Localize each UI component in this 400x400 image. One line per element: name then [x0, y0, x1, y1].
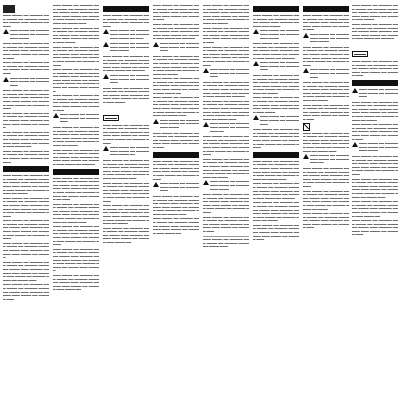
section-bar — [303, 6, 349, 12]
warning-triangle-icon — [253, 115, 259, 120]
section-bar — [253, 152, 299, 158]
section-bar — [253, 6, 299, 12]
warning-triangle-icon — [253, 61, 259, 66]
text-column-7: ▬▬▬ ▬▬▬▬ ▬▬ ▬▬▬▬▬ ▬▬▬ ▬▬▬▬ ▬▬ ▬▬▬▬▬ ▬▬▬▬ ▬▬ ▬▬▬▬ ▬▬▬ ▬▬▬▬▬ ▬▬ ▬▬▬ ▬▬▬ ▬▬▬▬ ▬▬ ▬▬▬▬▬ ▬▬▬ ▬▬▬ ▬▬▬▬ ▬▬ ▬▬▬▬▬ ▬▬▬ ▬▬▬▬ ▬▬ ▬▬▬▬▬ ▬▬▬ ▬▬▬▬ ▬▬▬ ▬▬▬▬ ▬▬ ▬▬▬▬▬ ▬▬▬ ▬▬▬▬ ▬▬ ▬▬▬▬▬ ▬▬▬▬ ▬▬ ▬▬▬▬ ▬▬▬ ▬▬▬▬▬ ▬▬ ▬▬▬ ▬▬▬ ▬▬▬▬ ▬▬ ▬▬▬▬▬ ▬▬▬ ▬▬▬▬ ▬▬ ▬▬▬▬▬ ▬▬▬▬ ▬▬▬ ▬▬▬▬ ▬▬ ▬▬▬▬▬ ▬▬▬ ▬▬▬▬ ▬▬ ▬▬▬▬▬ ▬▬▬ ▬▬▬ ▬▬▬▬ ▬▬ ▬▬▬▬▬ ▬▬▬ ▬▬▬▬ ▬▬ ▬▬▬▬▬ ▬▬▬▬ ▬▬ ▬▬▬▬ ▬▬▬ ▬▬▬▬▬ ▬▬ ▬▬▬ ▬▬▬ ▬▬▬▬ ▬▬ ▬▬▬▬▬ ▬▬▬ ▬▬▬▬ ▬▬ ▬▬▬▬▬ ▬▬▬▬ ▬▬ ▬▬▬▬ ▬▬▬ ▬▬▬▬ ▬▬ ▬▬▬▬▬ ▬▬▬ ▬▬▬▬ ▬▬ ▬▬▬▬▬ ▬▬▬▬ ▬▬ ▬▬▬▬ ▬▬▬ ▬▬▬▬▬ ▬▬ ▬▬▬ ▬▬▬ ▬▬▬▬ ▬▬ ▬▬▬▬▬ ▬▬▬ ▬▬▬ ▬▬▬▬ ▬▬ ▬▬▬▬▬ ▬▬▬ ▬▬▬▬ ▬▬ ▬▬▬▬▬ ▬▬▬▬ ▬▬ ▬▬▬▬ ▬▬▬ ▬▬▬▬▬ ▬▬ ▬▬▬ ▬▬▬ ▬▬▬▬ ▬▬ ▬▬▬▬▬ ▬▬▬ ▬▬▬▬ ▬▬ ▬▬▬▬▬ ▬▬▬▬ ▬▬ ▬▬▬▬ ▬▬▬ ▬▬▬ ▬▬▬▬ ▬▬ ▬▬▬▬▬ ▬▬▬ ▬▬▬▬ ▬▬ ▬▬▬▬▬ ▬▬▬ ▬▬ ▬▬▬ ▬▬▬▬ ▬▬ ▬▬▬▬▬ ▬▬▬ ▬▬▬▬ ▬▬ ▬▬▬▬▬ ▬▬▬▬ ▬▬ ▬▬▬▬ ▬▬▬ ▬▬▬▬▬ ▬▬ ▬▬▬ ▬▬▬ ▬▬▬▬ ▬▬ ▬▬▬▬▬ ▬▬▬ ▬▬▬▬ ▬▬ ▬▬▬▬▬ ▬▬▬▬ ▬▬▬ ▬▬▬▬ ▬▬ ▬▬▬▬▬ ▬▬▬ ▬▬▬▬ ▬▬ ▬▬▬▬▬ ▬▬▬▬ ▬▬ ▬▬▬▬ ▬▬▬ ▬▬▬▬▬ ▬▬ ▬▬▬ ▬▬▬ ▬▬▬▬ ▬▬ ▬▬▬▬▬ ▬▬▬ ▬▬▬▬ ▬▬ ▬▬▬▬▬ ▬▬▬▬ ▬▬ ▬▬▬▬ ▬▬▬ ▬▬▬▬ ▬▬ ▬▬▬▬▬ ▬▬▬ ▬▬▬▬ ▬▬ ▬▬▬▬▬ ▬▬▬▬ ▬▬ ▬▬▬▬ ▬▬▬ ▬▬▬▬▬ ▬▬ ▬▬▬ ▬▬▬ ▬▬▬▬ ▬▬ ▬▬▬▬▬ ▬▬▬ — [303, 4, 349, 396]
section-bar — [3, 166, 49, 172]
text-column-4: ▬▬▬ ▬▬▬▬ ▬▬ ▬▬▬▬▬ ▬▬▬ ▬▬▬▬ ▬▬ ▬▬▬▬▬ ▬▬▬▬ ▬▬ ▬▬▬▬ ▬▬▬ ▬▬▬▬▬ ▬▬ ▬▬▬ ▬▬▬ ▬▬▬▬ ▬▬ ▬▬▬▬▬ ▬▬▬ ▬▬▬ ▬▬▬▬ ▬▬ ▬▬▬▬▬ ▬▬▬ ▬▬▬▬ ▬▬ ▬▬▬▬▬ ▬▬▬▬ ▬▬ ▬▬▬▬ ▬▬▬ ▬▬▬▬▬ ▬▬ ▬▬▬ ▬▬▬ ▬▬▬▬ ▬▬ ▬▬▬▬▬ ▬▬▬ ▬▬▬▬ ▬▬ ▬▬▬▬▬ ▬▬▬ ▬▬▬▬ ▬▬ ▬▬▬▬▬ ▬▬▬ ▬▬▬▬ ▬▬ ▬▬▬▬▬ ▬▬▬ ▬▬▬ ▬▬▬▬ ▬▬ ▬▬▬▬▬ ▬▬▬ ▬▬▬▬ ▬▬ ▬▬▬▬▬ ▬▬▬▬ ▬▬ ▬▬▬▬ ▬▬▬ ▬▬▬▬▬ ▬▬ ▬▬▬ ▬▬▬ ▬▬▬▬ ▬▬ ▬▬▬▬▬ ▬▬▬ ▬▬▬▬ ▬▬ ▬▬▬▬▬ ▬▬▬▬ ▬▬ ▬▬▬▬ ▬▬▬ ▬▬▬▬ ▬▬ ▬▬▬▬▬ ▬▬▬ ▬▬▬▬ ▬▬ ▬▬▬▬▬ ▬▬▬▬ ▬▬ ▬▬▬▬ ▬▬▬ ▬▬▬▬▬ ▬▬ ▬▬▬ ▬▬▬ ▬▬▬▬ ▬▬ ▬▬▬▬▬ ▬▬▬ ▬▬▬▬ ▬▬ ▬▬▬ ▬▬▬▬ ▬▬ ▬▬▬▬▬ ▬▬▬ ▬▬▬▬ ▬▬ ▬▬▬▬▬ ▬▬▬▬ ▬▬ ▬▬▬▬ ▬▬▬ ▬▬▬▬▬ ▬▬ ▬▬▬ ▬▬▬ ▬▬▬▬ ▬▬ ▬▬▬▬▬ ▬▬▬ ▬▬▬▬ ▬▬ ▬▬▬▬▬ ▬▬▬▬ ▬▬ ▬▬▬▬ ▬▬▬ ▬▬▬ ▬▬▬▬ ▬▬ ▬▬▬▬▬ ▬▬▬ ▬▬▬▬ ▬▬ ▬▬▬▬▬ ▬▬▬ ▬▬▬▬ ▬▬▬ ▬▬▬▬ ▬▬ ▬▬▬▬▬ ▬▬▬ ▬▬▬▬ ▬▬ ▬▬▬▬▬ ▬▬▬▬ ▬▬ ▬▬▬▬ ▬▬▬ ▬▬▬▬▬ ▬▬ ▬▬▬ ▬▬▬ ▬▬▬▬ ▬▬ ▬▬▬▬▬ ▬▬▬ ▬▬▬ ▬▬▬▬ ▬▬ ▬▬▬▬▬ ▬▬▬ ▬▬▬▬ ▬▬ ▬▬▬▬▬ ▬▬▬▬ ▬▬ ▬▬▬▬ ▬▬▬ ▬▬▬▬▬ ▬▬ ▬▬▬ ▬▬▬ ▬▬▬▬ ▬▬ ▬▬▬▬▬ ▬▬▬ ▬▬▬▬ ▬▬ ▬▬▬▬▬ ▬▬▬▬ ▬▬▬ ▬▬▬▬ ▬▬ ▬▬▬▬▬ ▬▬▬ ▬▬▬▬ ▬▬ ▬▬▬▬▬ ▬▬▬ ▬▬▬ ▬▬▬▬ ▬▬ ▬▬▬▬▬ ▬▬▬ ▬▬▬▬ ▬▬ ▬▬▬▬▬ ▬▬▬▬ ▬▬ ▬▬▬▬ ▬▬▬ ▬▬▬▬▬ ▬▬ ▬▬▬ ▬▬▬ ▬▬▬▬ ▬▬ ▬▬▬▬▬ ▬▬▬ ▬▬▬▬ ▬▬ ▬▬▬▬▬ ▬▬▬▬ ▬▬ ▬▬▬▬ ▬▬▬ ▬▬▬ ▬▬▬▬ ▬▬ ▬▬▬▬▬ ▬▬▬ ▬▬▬▬ ▬▬ ▬▬▬▬▬ ▬▬▬▬ ▬▬ ▬▬▬▬ ▬▬▬ ▬▬▬▬▬ ▬▬ ▬▬▬ ▬▬▬ ▬▬▬▬ ▬▬ ▬▬▬▬▬ ▬▬▬ ▬▬▬▬ ▬▬ — [153, 4, 199, 235]
warning-triangle-icon — [203, 68, 209, 73]
brand-logo — [3, 5, 15, 13]
warning-triangle-icon — [103, 29, 109, 34]
body-text: ▬▬▬ ▬▬▬▬ ▬▬ ▬▬▬▬▬ ▬▬▬ ▬▬▬▬ ▬▬ ▬▬▬▬▬ ▬▬▬▬ ▬▬ ▬▬▬▬ ▬▬▬ ▬▬▬▬▬ ▬▬ ▬▬▬ — [3, 14, 49, 28]
divider — [203, 236, 249, 237]
warning-triangle-icon — [103, 146, 109, 151]
section-bar — [352, 80, 398, 86]
text-column-1: ▬▬▬ ▬▬▬▬ ▬▬ ▬▬▬▬▬ ▬▬▬ ▬▬▬▬ ▬▬ ▬▬▬▬▬ ▬▬▬▬ ▬▬ ▬▬▬▬ ▬▬▬ ▬▬▬▬▬ ▬▬ ▬▬▬ ▬▬▬ ▬▬▬▬ ▬▬ ▬▬▬▬▬ ▬▬▬ ▬▬▬▬ ▬▬ ▬▬▬▬▬ ▬▬▬ ▬▬▬▬ ▬▬▬ ▬▬▬▬ ▬▬ ▬▬▬▬▬ ▬▬▬ ▬▬▬▬ ▬▬ ▬▬▬▬▬ ▬▬▬▬ ▬▬ ▬▬▬▬ ▬▬▬ ▬▬▬▬▬ ▬▬ ▬▬▬ ▬▬▬ ▬▬▬▬ ▬▬ ▬▬▬▬▬ ▬▬▬ ▬▬▬ ▬▬▬▬ ▬▬ ▬▬▬▬▬ ▬▬▬ ▬▬▬▬ ▬▬ ▬▬▬▬▬ ▬▬▬▬ ▬▬ ▬▬▬▬ ▬▬▬ ▬▬▬▬▬ ▬▬ ▬▬▬ ▬▬▬ ▬▬▬▬ ▬▬ ▬▬▬▬▬ ▬▬▬ ▬▬▬▬ ▬▬ ▬▬▬▬▬ ▬▬▬ ▬▬▬ ▬▬▬▬ ▬▬ ▬▬▬▬▬ ▬▬▬ ▬▬▬▬ ▬▬ ▬▬▬▬▬ ▬▬▬▬ ▬▬ ▬▬▬▬ ▬▬▬ ▬▬▬▬▬ ▬▬ ▬▬▬ ▬▬▬ ▬▬▬▬ ▬▬ ▬▬▬▬▬ ▬▬▬ ▬▬▬▬ ▬▬ ▬▬▬▬▬ ▬▬▬▬ ▬▬▬ ▬▬▬▬ ▬▬ ▬▬▬▬▬ ▬▬▬ ▬▬▬▬ ▬▬ ▬▬▬▬▬ ▬▬▬▬ ▬▬ ▬▬▬▬ ▬▬▬ ▬▬▬▬▬ ▬▬ ▬▬▬ ▬▬▬ ▬▬▬▬ ▬▬ ▬▬▬▬▬ ▬▬▬ ▬▬▬▬ ▬▬ ▬▬▬▬▬ ▬▬▬ ▬▬▬▬ ▬▬ ▬▬▬▬▬ ▬▬▬▬ ▬▬ ▬▬▬▬ ▬▬▬ ▬▬▬▬▬ ▬▬ ▬▬▬ ▬▬▬ ▬▬▬▬ ▬▬ ▬▬▬▬▬ ▬▬▬ ▬▬▬▬ ▬▬ ▬▬▬ ▬▬▬▬ ▬▬ ▬▬▬▬▬ ▬▬▬ ▬▬▬▬ ▬▬ ▬▬▬▬▬ ▬▬▬▬ ▬▬ ▬▬▬▬ ▬▬▬ ▬▬▬▬▬ ▬▬ ▬▬▬ ▬▬▬ ▬▬▬▬ ▬▬ ▬▬▬▬▬ ▬▬▬ ▬▬▬▬ ▬▬ ▬▬▬▬▬ ▬▬▬▬ ▬▬ ▬▬▬▬ ▬▬▬ ▬▬▬▬▬ ▬▬ ▬▬▬ ▬▬▬ ▬▬▬▬ ▬▬ ▬▬▬▬▬ ▬▬▬ ▬▬▬▬ ▬▬ ▬▬▬▬▬ ▬▬▬▬ ▬▬ ▬▬▬▬ ▬▬▬ ▬▬▬▬ ▬▬ ▬▬▬▬▬ ▬▬▬ ▬▬▬▬ ▬▬ ▬▬▬▬▬ ▬▬▬▬ ▬▬ ▬▬▬▬ ▬▬▬ ▬▬▬▬▬ ▬▬ ▬▬▬ ▬▬▬ ▬▬▬▬ ▬▬ ▬▬▬▬▬ ▬▬▬ ▬▬▬▬ ▬▬ ▬▬▬▬▬ ▬▬▬▬ ▬▬▬ ▬▬▬▬ ▬▬ ▬▬▬▬▬ ▬▬▬ ▬▬▬▬ ▬▬ ▬▬▬▬▬ ▬▬▬▬ ▬▬ ▬▬▬▬ ▬▬▬ ▬▬▬▬▬ ▬▬ ▬▬▬ ▬▬▬ ▬▬▬▬ ▬▬ ▬▬▬▬▬ ▬▬▬ ▬▬▬▬ ▬▬ ▬▬▬▬▬ ▬▬▬▬ ▬▬▬ ▬▬▬▬ ▬▬ ▬▬▬▬▬ ▬▬▬ ▬▬▬▬ ▬▬ ▬▬▬▬▬ ▬▬▬▬ ▬▬ ▬▬▬▬ ▬▬▬ ▬▬▬▬▬ ▬▬ ▬▬▬ ▬▬▬ ▬▬▬▬ ▬▬ ▬▬▬▬▬ ▬▬▬ ▬▬▬▬ ▬▬ ▬▬▬▬▬ ▬▬▬ ▬▬▬▬ ▬▬ ▬▬▬▬▬ ▬▬▬▬ ▬▬ ▬▬▬▬ ▬▬▬ ▬▬▬▬▬ ▬▬ ▬▬▬ ▬▬▬ ▬▬▬▬ ▬▬ ▬▬▬▬▬ ▬▬▬ ▬▬▬▬ ▬▬ ▬▬▬▬▬ ▬▬▬▬ ▬▬ ▬▬▬▬ ▬▬▬ ▬▬▬ ▬▬▬▬ ▬▬ ▬▬▬▬▬ ▬▬▬ ▬▬▬▬ ▬▬ ▬▬▬▬▬ ▬▬▬▬ ▬▬ ▬▬▬▬ ▬▬▬ ▬▬▬▬▬ ▬▬ ▬▬▬ ▬▬▬ ▬▬▬▬ ▬▬ ▬▬▬▬▬ ▬▬▬ — [3, 4, 49, 396]
warning-triangle-icon — [253, 29, 259, 34]
warning-triangle-icon — [352, 142, 358, 147]
warning-triangle-icon — [203, 122, 209, 127]
framed-label: ▬▬▬▬ — [105, 115, 117, 120]
warning-triangle-icon — [303, 68, 309, 73]
section-bar — [53, 169, 99, 175]
warning-block: ▬▬▬ ▬▬▬▬ ▬▬ ▬▬▬▬▬ ▬▬▬ ▬▬▬▬ ▬▬ ▬▬▬▬▬ ▬▬▬ ▬▬▬▬ — [3, 29, 49, 41]
warning-triangle-icon — [53, 113, 59, 118]
text-column-5: ▬▬▬ ▬▬▬▬ ▬▬ ▬▬▬▬▬ ▬▬▬ ▬▬▬▬ ▬▬ ▬▬▬▬▬ ▬▬▬▬ ▬▬ ▬▬▬▬ ▬▬▬ ▬▬▬▬▬ ▬▬ ▬▬▬ ▬▬▬ ▬▬▬▬ ▬▬ ▬▬▬▬▬ ▬▬▬ ▬▬▬▬ ▬▬ ▬▬▬▬▬ ▬▬▬▬ ▬▬ ▬▬▬▬ ▬▬▬ ▬▬▬▬ ▬▬ ▬▬▬▬▬ ▬▬▬ ▬▬▬▬ ▬▬ ▬▬▬▬▬ ▬▬▬▬ ▬▬ ▬▬▬▬ ▬▬▬ ▬▬▬▬▬ ▬▬ ▬▬▬ ▬▬▬ ▬▬▬▬ ▬▬ ▬▬▬▬▬ ▬▬▬ ▬▬▬ ▬▬▬▬ ▬▬ ▬▬▬▬▬ ▬▬▬ ▬▬▬▬ ▬▬ ▬▬▬▬▬ ▬▬▬▬ ▬▬ ▬▬▬▬ ▬▬▬ ▬▬▬▬▬ ▬▬ ▬▬▬ ▬▬▬ ▬▬▬▬ ▬▬ ▬▬▬▬▬ ▬▬▬ ▬▬▬▬ ▬▬ ▬▬▬▬▬ ▬▬▬▬ ▬▬▬ ▬▬▬▬ ▬▬ ▬▬▬▬▬ ▬▬▬ ▬▬▬▬ ▬▬ ▬▬▬▬▬ ▬▬▬ ▬▬▬ ▬▬▬▬ ▬▬ ▬▬▬▬▬ ▬▬▬ ▬▬▬▬ ▬▬ ▬▬▬▬▬ ▬▬▬▬ ▬▬ ▬▬▬▬ ▬▬▬ ▬▬▬▬▬ ▬▬ ▬▬▬ ▬▬▬ ▬▬▬▬ ▬▬ ▬▬▬▬▬ ▬▬▬ ▬▬▬▬ ▬▬ ▬▬▬▬▬ ▬▬▬ ▬▬▬▬ ▬▬ ▬▬▬▬▬ ▬▬▬ ▬▬▬▬ ▬▬ ▬▬▬▬▬ ▬▬▬▬ ▬▬ ▬▬▬▬ ▬▬▬ ▬▬▬▬▬ ▬▬ ▬▬▬ ▬▬▬ ▬▬▬▬ ▬▬ ▬▬▬▬▬ ▬▬▬ ▬▬▬▬ ▬▬ ▬▬▬▬▬ ▬▬▬▬ ▬▬ ▬▬▬▬ ▬▬▬ ▬▬▬ ▬▬▬▬ ▬▬ ▬▬▬▬▬ ▬▬▬ ▬▬▬▬ ▬▬ ▬▬▬▬▬ ▬▬▬ ▬▬ ▬▬▬ ▬▬▬▬ ▬▬ ▬▬▬▬▬ ▬▬▬ ▬▬▬▬ ▬▬ ▬▬▬▬▬ ▬▬▬▬ ▬▬ ▬▬▬▬ ▬▬▬ ▬▬▬▬▬ ▬▬ ▬▬▬ ▬▬▬ ▬▬▬▬ ▬▬ ▬▬▬▬▬ ▬▬▬ ▬▬▬▬ ▬▬ ▬▬▬▬▬ ▬▬▬▬ ▬▬▬ ▬▬▬▬ ▬▬ ▬▬▬▬▬ ▬▬▬ ▬▬▬▬ ▬▬ ▬▬▬▬▬ ▬▬▬▬ ▬▬ ▬▬▬▬ ▬▬▬ ▬▬▬▬▬ ▬▬ ▬▬▬ ▬▬▬ ▬▬▬▬ ▬▬ ▬▬▬▬▬ ▬▬▬ ▬▬▬▬ ▬▬ ▬▬▬▬▬ ▬▬▬▬ ▬▬ ▬▬▬▬ ▬▬▬ ▬▬▬▬ ▬▬ ▬▬▬▬▬ ▬▬▬ ▬▬▬▬ ▬▬ ▬▬▬▬▬ ▬▬▬ ▬▬▬▬ ▬▬▬ ▬▬▬▬ ▬▬ ▬▬▬▬▬ ▬▬▬ ▬▬▬▬ ▬▬ ▬▬▬▬▬ ▬▬▬▬ ▬▬ ▬▬▬▬ ▬▬▬ ▬▬▬▬▬ ▬▬ ▬▬▬ ▬▬▬ ▬▬▬▬ ▬▬ ▬▬▬▬▬ ▬▬▬ ▬▬▬▬ ▬▬ ▬▬▬▬▬ ▬▬▬▬ ▬▬▬ ▬▬▬▬ ▬▬ ▬▬▬▬▬ ▬▬▬ ▬▬▬▬ ▬▬ ▬▬▬▬▬ ▬▬▬▬ ▬▬ ▬▬▬▬ ▬▬▬ ▬▬▬▬▬ ▬▬ ▬▬▬ ▬▬▬ ▬▬▬▬ ▬▬ ▬▬▬▬▬ ▬▬▬ ▬▬▬ ▬▬▬▬ ▬▬ ▬▬▬▬▬ ▬▬▬ ▬▬▬▬ ▬▬ ▬▬▬▬▬ ▬▬▬▬ ▬▬ ▬▬▬▬ ▬▬▬ — [203, 4, 249, 249]
text-column-3: ▬▬▬ ▬▬▬▬ ▬▬ ▬▬▬▬▬ ▬▬▬ ▬▬▬▬ ▬▬ ▬▬▬▬▬ ▬▬▬▬ ▬▬ ▬▬▬▬ ▬▬▬ ▬▬▬▬▬ ▬▬ ▬▬▬ ▬▬▬ ▬▬▬▬ ▬▬ ▬▬▬▬▬ ▬▬▬ ▬▬▬▬ ▬▬ ▬▬▬▬▬ ▬▬▬ ▬▬▬▬ ▬▬ ▬▬▬ ▬▬▬ ▬▬▬▬ ▬▬ ▬▬▬▬▬ ▬▬▬ ▬▬▬▬ ▬▬ ▬▬▬▬▬ ▬▬▬ ▬▬▬▬ ▬▬▬ ▬▬▬▬ ▬▬ ▬▬▬▬▬ ▬▬▬ ▬▬▬▬ ▬▬ ▬▬▬▬▬ ▬▬▬▬ ▬▬ ▬▬▬▬ ▬▬▬ ▬▬▬▬▬ ▬▬ ▬▬▬ ▬▬▬ ▬▬▬▬ ▬▬ ▬▬▬▬▬ ▬▬▬ ▬▬▬▬ ▬▬ ▬▬▬▬▬ ▬▬▬ ▬▬▬▬ ▬▬ ▬▬▬▬▬ ▬▬▬ ▬▬▬▬ ▬▬ ▬▬▬▬▬ ▬▬▬ ▬▬▬ ▬▬▬▬ ▬▬ ▬▬▬▬▬ ▬▬▬ ▬▬▬▬ ▬▬ ▬▬▬▬▬ ▬▬▬▬ ▬▬ ▬▬▬▬ ▬▬▬ ▬▬▬▬▬ ▬▬ ▬▬▬ ▬▬▬ ▬▬▬▬ ▬▬ ▬▬▬▬▬ ▬▬▬ ▬▬▬▬ ▬▬▬▬ ▬▬▬ ▬▬▬▬ ▬▬ ▬▬▬▬▬ ▬▬▬ ▬▬▬▬ ▬▬ ▬▬▬▬▬ ▬▬▬▬ ▬▬ ▬▬▬▬ ▬▬▬ ▬▬▬▬▬ ▬▬ ▬▬▬ ▬▬▬ ▬▬▬▬ ▬▬ ▬▬▬▬▬ ▬▬▬ ▬▬▬▬ ▬▬ ▬▬▬▬▬ ▬▬▬▬ ▬▬▬ ▬▬▬▬ ▬▬ ▬▬▬▬▬ ▬▬▬ ▬▬▬▬ ▬▬ ▬▬▬▬▬ ▬▬▬ ▬▬▬▬ ▬▬ ▬▬▬ ▬▬▬▬ ▬▬ ▬▬▬▬▬ ▬▬▬ ▬▬▬▬ ▬▬ ▬▬▬▬▬ ▬▬▬▬ ▬▬ ▬▬▬▬ ▬▬▬ ▬▬▬▬▬ ▬▬ ▬▬▬ ▬▬▬ ▬▬▬▬ ▬▬ ▬▬▬▬▬ ▬▬▬ ▬▬▬▬ ▬▬ ▬▬▬▬▬ ▬▬▬▬ ▬▬ ▬▬▬▬ ▬▬▬ ▬▬▬ ▬▬▬▬ ▬▬ ▬▬▬▬▬ ▬▬▬ ▬▬▬▬ ▬▬ ▬▬▬▬▬ ▬▬▬▬ ▬▬ ▬▬▬▬ ▬▬▬ ▬▬▬▬▬ ▬▬ ▬▬▬ ▬▬▬ ▬▬▬▬ ▬▬ ▬▬▬▬▬ ▬▬▬ ▬▬▬▬ ▬▬ ▬▬▬▬▬ ▬▬▬▬ ▬▬▬ ▬▬▬▬ ▬▬ ▬▬▬▬▬ ▬▬▬ ▬▬▬▬ ▬▬ ▬▬▬▬▬ ▬▬▬▬ ▬▬ ▬▬▬▬ ▬▬▬ ▬▬▬▬▬ ▬▬ ▬▬▬ ▬▬▬ ▬▬▬▬ ▬▬ ▬▬▬▬▬ ▬▬▬ ▬▬▬▬ ▬▬ ▬▬▬▬▬ ▬▬▬▬ ▬▬ ▬▬▬▬ ▬▬▬ ▬▬▬▬ ▬▬ ▬▬▬▬▬ ▬▬▬ ▬▬▬▬ ▬▬ ▬▬▬▬▬ ▬▬▬▬ ▬▬ ▬▬▬▬ ▬▬▬ ▬▬▬▬▬ ▬▬ ▬▬▬ ▬▬▬ ▬▬▬▬ ▬▬ ▬▬▬▬▬ ▬▬▬ ▬▬▬▬ ▬▬ — [103, 4, 149, 396]
warning-triangle-icon — [153, 182, 159, 187]
warning-triangle-icon — [303, 33, 309, 38]
text-column-2: ▬▬▬ ▬▬▬▬ ▬▬ ▬▬▬▬▬ ▬▬▬ ▬▬▬▬ ▬▬ ▬▬▬▬▬ ▬▬▬▬ ▬▬ ▬▬▬▬ ▬▬▬ ▬▬▬▬▬ ▬▬ ▬▬▬ ▬▬▬ ▬▬▬▬ ▬▬ ▬▬▬▬▬ ▬▬▬ ▬▬▬▬ ▬▬ ▬▬▬▬▬ ▬▬▬▬ ▬▬ ▬▬▬▬ ▬▬▬ ▬▬▬ ▬▬▬▬ ▬▬ ▬▬▬▬▬ ▬▬▬ ▬▬▬▬ ▬▬ ▬▬▬▬▬ ▬▬▬▬ ▬▬ ▬▬▬▬ ▬▬▬ ▬▬▬▬▬ ▬▬ ▬▬▬ ▬▬▬ ▬▬▬▬ ▬▬ ▬▬▬▬▬ ▬▬▬ ▬▬▬▬ ▬▬▬ ▬▬▬▬ ▬▬ ▬▬▬▬▬ ▬▬▬ ▬▬▬▬ ▬▬ ▬▬▬▬▬ ▬▬▬▬ ▬▬ ▬▬▬▬ ▬▬▬ ▬▬▬▬▬ ▬▬ ▬▬▬ ▬▬▬ ▬▬▬▬ ▬▬ ▬▬▬▬▬ ▬▬▬ ▬▬▬▬ ▬▬ ▬▬▬▬▬ ▬▬▬▬ ▬▬▬ ▬▬▬▬ ▬▬ ▬▬▬▬▬ ▬▬▬ ▬▬▬▬ ▬▬ ▬▬▬▬▬ ▬▬▬▬ ▬▬ ▬▬▬▬ ▬▬▬ ▬▬▬▬▬ ▬▬ ▬▬▬ ▬▬▬ ▬▬▬▬ ▬▬ ▬▬▬▬▬ ▬▬▬ ▬▬▬▬ ▬▬ ▬▬▬▬▬ ▬▬▬▬ ▬▬ ▬▬▬▬ ▬▬▬ ▬▬▬▬▬ ▬▬▬ ▬▬▬▬ ▬▬ ▬▬▬▬▬ ▬▬▬ ▬▬▬▬ ▬▬ ▬▬▬▬▬ ▬▬▬▬ ▬▬ ▬▬▬▬ ▬▬▬ ▬▬▬▬▬ ▬▬ ▬▬▬ ▬▬▬ ▬▬▬▬ ▬▬ ▬▬▬▬▬ ▬▬▬ ▬▬▬ ▬▬▬▬ ▬▬ ▬▬▬▬▬ ▬▬▬ ▬▬▬▬ ▬▬ ▬▬▬▬▬ ▬▬▬ ▬▬▬ ▬▬▬▬ ▬▬ ▬▬▬▬▬ ▬▬▬ ▬▬▬▬ ▬▬ ▬▬▬▬▬ ▬▬▬▬ ▬▬ ▬▬▬▬ ▬▬▬ ▬▬▬▬▬ ▬▬ ▬▬▬ ▬▬▬ ▬▬▬▬ ▬▬ ▬▬▬▬▬ ▬▬▬ ▬▬▬▬ ▬▬ ▬▬▬▬▬ ▬▬▬▬ ▬▬ ▬▬▬▬ ▬▬▬ ▬▬▬▬ ▬▬ ▬▬▬▬▬ ▬▬▬ ▬▬▬▬ ▬▬ ▬▬▬▬▬ ▬▬▬▬ ▬▬ ▬▬▬▬ ▬▬▬ ▬▬▬▬▬ ▬▬ ▬▬▬ ▬▬▬ ▬▬▬▬ ▬▬ ▬▬▬▬▬ ▬▬▬ ▬▬▬▬ ▬▬ ▬▬▬▬▬ ▬▬▬ ▬▬▬▬ ▬▬ ▬▬▬▬▬ ▬▬▬ ▬▬▬▬ ▬▬ ▬▬▬▬▬ ▬▬▬▬ ▬▬ ▬▬▬▬ ▬▬▬ ▬▬▬▬▬ ▬▬ ▬▬▬ ▬▬▬ ▬▬▬▬ ▬▬ ▬▬▬▬▬ ▬▬▬ ▬▬▬▬ ▬▬ ▬▬▬▬▬ ▬▬▬▬ ▬▬ ▬▬▬▬ ▬▬▬ ▬▬▬▬▬ ▬▬ ▬▬▬ ▬▬▬ ▬▬▬▬ ▬▬ ▬▬▬▬▬ ▬▬▬ ▬▬▬▬ ▬▬ ▬▬▬▬▬ ▬▬▬▬ ▬▬ ▬▬▬▬ ▬▬▬ ▬▬▬▬▬ ▬▬ ▬▬▬ ▬▬▬ ▬▬▬▬ ▬▬ ▬▬▬▬▬ ▬▬▬ ▬▬▬▬ ▬▬ ▬▬▬▬▬ ▬▬▬▬ ▬▬ ▬▬▬▬ ▬▬▬ ▬▬▬ ▬▬▬▬ ▬▬ ▬▬▬▬▬ ▬▬▬ ▬▬▬▬ ▬▬ ▬▬▬▬▬ ▬▬▬▬ ▬▬ ▬▬▬▬ ▬▬▬ ▬▬▬▬▬ ▬▬ ▬▬▬ ▬▬▬ ▬▬▬▬ ▬▬ ▬▬▬▬▬ ▬▬▬ ▬▬▬▬ ▬▬ ▬▬▬▬▬ ▬▬▬▬ ▬▬▬ ▬▬▬▬ ▬▬ ▬▬▬▬▬ ▬▬▬ ▬▬▬▬ ▬▬ ▬▬▬▬▬ ▬▬▬▬ ▬▬ ▬▬▬▬ ▬▬▬ ▬▬▬▬▬ ▬▬ ▬▬▬ ▬▬▬ ▬▬▬▬ ▬▬ ▬▬▬▬▬ ▬▬▬ ▬▬▬▬ ▬▬ ▬▬▬▬▬ ▬▬▬▬ ▬▬ ▬▬▬▬ ▬▬▬ ▬▬▬▬▬ ▬▬▬ ▬▬▬▬ ▬▬ ▬▬▬▬▬ ▬▬▬ ▬▬▬▬ ▬▬ ▬▬▬▬▬ ▬▬▬▬ ▬▬ ▬▬▬▬ ▬▬▬ ▬▬▬▬▬ ▬▬ ▬▬▬ ▬▬▬ ▬▬▬▬ ▬▬ ▬▬▬▬▬ ▬▬▬ ▬▬▬▬ ▬▬ — [53, 4, 99, 292]
warning-triangle-icon — [3, 29, 9, 34]
warning-triangle-icon — [153, 119, 159, 124]
warning-triangle-icon — [153, 42, 159, 47]
warning-triangle-icon — [203, 180, 209, 185]
framed-label: ▬▬▬▬ — [354, 51, 366, 56]
warning-triangle-icon — [303, 154, 309, 159]
text-column-8: ▬▬▬ ▬▬▬▬ ▬▬ ▬▬▬▬▬ ▬▬▬ ▬▬▬▬ ▬▬ ▬▬▬▬▬ ▬▬▬▬ ▬▬ ▬▬▬▬ ▬▬▬ ▬▬▬▬▬ ▬▬ ▬▬▬ ▬▬▬ ▬▬▬▬ ▬▬ ▬▬▬▬▬ ▬▬▬ ▬▬▬▬ ▬▬▬ ▬▬▬▬ ▬▬ ▬▬▬▬▬ ▬▬▬ ▬▬▬▬ ▬▬ ▬▬▬▬▬ ▬▬▬▬ ▬▬ ▬▬▬▬ ▬▬▬ ▬▬▬▬▬ ▬▬ ▬▬▬ ▬▬▬ ▬▬▬▬ ▬▬ ▬▬▬▬▬ ▬▬▬ ▬▬▬▬ ▬▬ ▬▬▬▬▬ ▬▬▬▬ ▬▬▬ ▬▬▬▬ ▬▬ ▬▬▬▬▬ ▬▬▬ ▬▬▬▬ ▬▬ ▬▬▬▬▬ ▬▬▬▬ ▬▬ ▬▬▬▬ ▬▬▬ ▬▬▬▬▬ ▬▬ ▬▬▬ ▬▬▬ ▬▬▬▬ ▬▬ ▬▬▬▬▬ ▬▬▬ ▬▬▬ ▬▬▬▬ ▬▬ ▬▬▬▬▬ ▬▬▬ ▬▬▬▬ ▬▬ ▬▬▬▬▬ ▬▬▬ ▬▬▬ ▬▬▬▬ ▬▬ ▬▬▬▬▬ ▬▬▬ ▬▬▬▬ ▬▬ ▬▬▬▬▬ ▬▬▬▬ ▬▬ ▬▬▬▬ ▬▬▬ ▬▬▬▬▬ ▬▬ ▬▬▬ ▬▬▬ ▬▬▬▬ ▬▬ ▬▬▬▬▬ ▬▬▬ ▬▬▬▬ ▬▬ ▬▬▬▬▬ ▬▬▬▬ ▬▬ ▬▬▬▬ ▬▬▬ ▬▬▬▬ ▬▬ ▬▬▬▬▬ ▬▬▬ ▬▬▬▬ ▬▬ ▬▬▬▬▬ ▬▬▬▬ ▬▬ ▬▬▬▬ ▬▬▬ ▬▬▬▬▬ ▬▬ ▬▬▬ ▬▬▬ ▬▬▬▬ ▬▬ ▬▬▬▬▬ ▬▬▬ ▬▬▬ ▬▬▬▬ ▬▬ ▬▬▬▬▬ ▬▬▬ ▬▬▬▬ ▬▬ ▬▬▬▬▬ ▬▬▬ ▬▬▬▬ ▬▬▬ ▬▬▬▬ ▬▬ ▬▬▬▬▬ ▬▬▬ ▬▬▬▬ ▬▬ ▬▬▬▬▬ ▬▬▬▬ ▬▬ ▬▬▬▬ ▬▬▬ ▬▬▬▬▬ ▬▬ ▬▬▬ ▬▬▬ ▬▬▬▬ ▬▬ ▬▬▬▬▬ ▬▬▬ ▬▬▬▬ ▬▬ ▬▬▬▬▬ ▬▬▬▬ ▬▬▬ ▬▬▬▬ ▬▬ ▬▬▬▬▬ ▬▬▬ ▬▬▬▬ ▬▬ ▬▬▬▬▬ ▬▬▬▬ ▬▬ ▬▬▬▬ ▬▬▬ ▬▬▬▬▬ ▬▬ ▬▬▬ ▬▬▬ ▬▬▬▬ ▬▬ ▬▬▬▬▬ ▬▬▬ ▬▬▬▬ ▬▬ ▬▬▬▬▬ ▬▬▬▬ ▬▬ ▬▬▬▬ ▬▬▬ ▬▬▬ ▬▬▬▬ ▬▬ ▬▬▬▬▬ ▬▬▬ ▬▬▬▬ ▬▬ ▬▬▬▬▬ ▬▬▬▬ ▬▬ ▬▬▬▬ ▬▬▬ ▬▬▬▬▬ ▬▬ ▬▬▬ ▬▬▬ ▬▬▬▬ ▬▬ ▬▬▬▬▬ ▬▬▬ ▬▬▬▬ ▬▬ ▬▬▬ ▬▬▬▬ ▬▬ ▬▬▬▬▬ ▬▬▬ ▬▬▬▬ ▬▬ ▬▬▬▬▬ ▬▬▬▬ ▬▬ ▬▬▬▬ ▬▬▬ ▬▬▬▬▬ ▬▬ ▬▬▬ ▬▬▬ ▬▬▬▬ ▬▬ ▬▬▬▬▬ ▬▬▬ — [352, 4, 398, 237]
warning-triangle-icon — [3, 77, 9, 82]
recycle-bin-icon — [303, 123, 310, 131]
warning-triangle-icon — [103, 74, 109, 79]
text-column-6: ▬▬▬ ▬▬▬▬ ▬▬ ▬▬▬▬▬ ▬▬▬ ▬▬▬▬ ▬▬ ▬▬▬▬▬ ▬▬▬▬ ▬▬ ▬▬▬▬ ▬▬▬ ▬▬▬▬▬ ▬▬ ▬▬▬ ▬▬▬ ▬▬▬▬ ▬▬▬ ▬▬▬▬ ▬▬ ▬▬▬▬▬ ▬▬▬ ▬▬▬▬ ▬▬ ▬▬▬▬▬ ▬▬▬ ▬▬▬▬ ▬▬▬ ▬▬▬▬ ▬▬ ▬▬▬▬▬ ▬▬▬ ▬▬▬▬ ▬▬ ▬▬▬▬▬ ▬▬▬▬ ▬▬ ▬▬▬▬ ▬▬▬ ▬▬▬▬▬ ▬▬ ▬▬▬ ▬▬▬ ▬▬▬▬ ▬▬ ▬▬▬▬▬ ▬▬▬ ▬▬▬▬ ▬▬ ▬▬▬▬▬ ▬▬▬ ▬▬▬▬ ▬▬ ▬▬▬▬▬ ▬▬▬ ▬▬▬▬ ▬▬ ▬▬▬▬▬ ▬▬▬ ▬▬▬ ▬▬▬▬ ▬▬ ▬▬▬▬▬ ▬▬▬ ▬▬▬▬ ▬▬ ▬▬▬▬▬ ▬▬▬▬ ▬▬ ▬▬▬▬ ▬▬▬ ▬▬▬▬▬ ▬▬ ▬▬▬ ▬▬▬ ▬▬▬▬ ▬▬ ▬▬▬▬▬ ▬▬▬ ▬▬▬▬ ▬▬ ▬▬▬▬▬ ▬▬▬▬ ▬▬ ▬▬▬▬ ▬▬▬ ▬▬▬▬ ▬▬ ▬▬▬▬▬ ▬▬▬ ▬▬▬▬ ▬▬ ▬▬▬▬▬ ▬▬▬▬ ▬▬ ▬▬▬▬ ▬▬▬ ▬▬▬▬▬ ▬▬ ▬▬▬ ▬▬▬ ▬▬▬▬ ▬▬ ▬▬▬▬▬ ▬▬▬ ▬▬▬▬ ▬▬▬ ▬▬▬▬ ▬▬ ▬▬▬▬▬ ▬▬▬ ▬▬▬▬ ▬▬ ▬▬▬▬▬ ▬▬▬ ▬▬▬ ▬▬▬▬ ▬▬ ▬▬▬▬▬ ▬▬▬ ▬▬▬▬ ▬▬ ▬▬▬▬▬ ▬▬▬▬ ▬▬ ▬▬▬▬ ▬▬▬ ▬▬▬▬▬ ▬▬ ▬▬▬ ▬▬▬ ▬▬▬▬ ▬▬ ▬▬▬▬▬ ▬▬▬ ▬▬▬▬ ▬▬ ▬▬▬▬▬ ▬▬▬▬ ▬▬▬ ▬▬▬▬ ▬▬ ▬▬▬▬▬ ▬▬▬ ▬▬▬▬ ▬▬ ▬▬▬▬▬ ▬▬▬▬ ▬▬ ▬▬▬▬ ▬▬▬ ▬▬▬▬▬ ▬▬ ▬▬▬ ▬▬▬ ▬▬▬▬ ▬▬ ▬▬▬▬▬ ▬▬▬ ▬▬▬▬ ▬▬ ▬▬▬▬▬ ▬▬▬▬ ▬▬ ▬▬▬▬ ▬▬▬ ▬▬▬ ▬▬▬▬ ▬▬ ▬▬▬▬▬ ▬▬▬ ▬▬▬▬ ▬▬ ▬▬▬▬▬ ▬▬▬▬ ▬▬ ▬▬▬▬ ▬▬▬ ▬▬▬▬▬ ▬▬ ▬▬▬ ▬▬▬ ▬▬▬▬ ▬▬ ▬▬▬▬▬ ▬▬▬ ▬▬▬▬ ▬▬ ▬▬▬▬▬ ▬▬▬ ▬▬▬▬ ▬▬ ▬▬▬▬▬ ▬▬▬ ▬▬▬▬ ▬▬ ▬▬▬▬▬ ▬▬▬▬ ▬▬ ▬▬▬▬ ▬▬▬ ▬▬▬▬▬ ▬▬ ▬▬▬ ▬▬▬ ▬▬▬▬ ▬▬ ▬▬▬▬▬ ▬▬▬ ▬▬▬▬ ▬▬ ▬▬▬▬▬ ▬▬▬▬ ▬▬ ▬▬▬▬ ▬▬▬ ▬▬▬▬ ▬▬ ▬▬▬▬▬ ▬▬▬ ▬▬▬▬ ▬▬ ▬▬▬▬▬ ▬▬▬▬ ▬▬ ▬▬▬▬ ▬▬▬ ▬▬▬▬▬ ▬▬ ▬▬▬ ▬▬▬ ▬▬▬▬ ▬▬ ▬▬▬▬▬ ▬▬▬ — [253, 4, 299, 396]
section-bar — [103, 6, 149, 12]
section-bar — [153, 152, 199, 158]
warning-triangle-icon — [352, 88, 358, 93]
warning-triangle-icon — [103, 42, 109, 47]
